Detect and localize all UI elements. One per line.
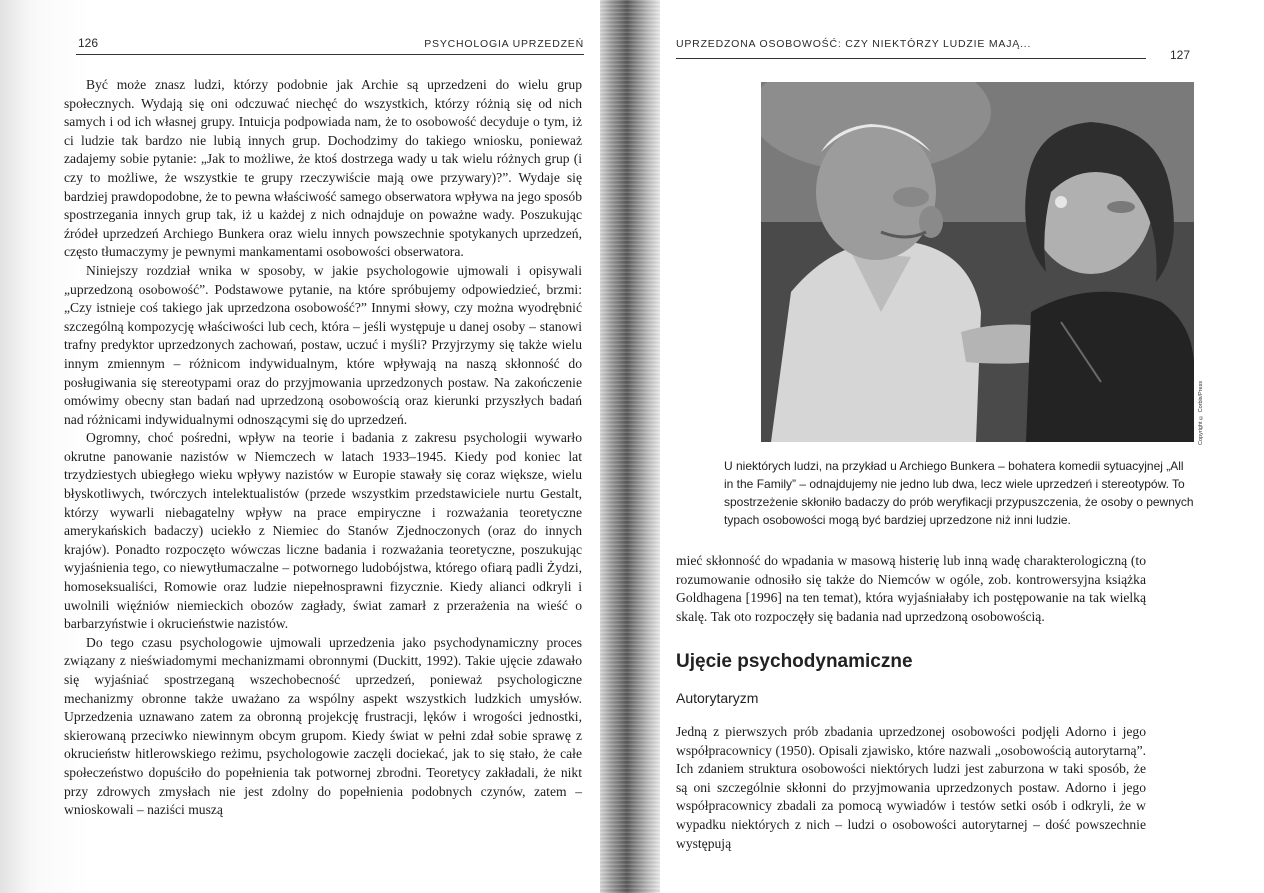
paragraph: Być może znasz ludzi, którzy podobnie jak Archie są uprzedzeni do wielu grup społecznych. Wydają się oni odczuwać niechęć do wszystkich, którzy różnią się od nich samych i od ich własnej grupy. Intuicja podpowiada nam, że to osobowość decyduje o tym, iż ci ludzie tak bardzo nie lubią innych grup. Dochodzimy do takiego wniosku, ponieważ zadajemy sobie pytanie: „Jak to możliwe, że ktoś dostrzega wady u tak wielu różnych grup (i czy to możliwe, że wszystkie te grupy rzeczywiście mają owe przywary)?”. Wydaje się bardziej prawdopodobne, że to pewna właściwość samego obserwatora wpływa na jego sposób spostrzegania innych grup tak, iż u każdej z nich odnajduje on poważne wady. Poszukując źródeł uprzedzeń Archiego Bunkera oraz wielu innych powszechnie spotykanych uprzedzeń, często tłumaczymy je pewnymi mankamentami osobowości obserwatora. [64, 77, 582, 260]
subsection-heading: Autorytaryzm [676, 690, 759, 706]
archie-bunker-photo [761, 82, 1194, 442]
paragraph: Niniejszy rozdział wnika w sposoby, w jakie psychologowie ujmowali i opisywali „uprzedzoną osobowość”. Podstawowe pytanie, na które spróbujemy odpowiedzieć, brzmi: „Czy istnieje coś takiego jak uprzedzona osobowość?” Innymi słowy, czy można wyodrębnić szczególną kompozycję właściwości lub cech, która – jeśli występuje u danej osoby – stanowi trafny predyktor uprzedzonych zachowań, postaw, uczuć i myśli? Przyjrzymy się także wielu innym zmiennym – różnicom indywidualnym, które wpływają na naszą skłonność do posługiwania się stereotypami oraz do przyjmowania uprzedzonych postaw. Na zakończenie omówimy obecny stan badań nad uprzedzoną osobowością oraz kierunki przyszłych badań nad różnicami indywidualnymi odnoszącymi się do uprzedzeń. [64, 262, 582, 427]
header-rule-right [676, 58, 1146, 59]
paragraph: Ogromny, choć pośredni, wpływ na teorie i badania z zakresu psychologii wywarło okrutne panowanie nazistów w Niemczech w latach 1933–1945. Kiedy pod koniec lat trzydziestych ubiegłego wieku wpływy nazistów w Europie stawały się coraz większe, wielu błyskotliwych, twórczych intelektualistów (przede wszystkim przedstawiciele nurtu Gestalt, którzy wywarli niebagatelny wpływ na prace empiryczne i rozważania teoretyczne amerykańskich badaczy) uciekło z Niemiec do Stanów Zjednoczonych (oraz do innych krajów). Ponadto rozpoczęto wówczas liczne badania i rozważania teoretyczne, poszukując wyjaśnienia tego, co niewytłumaczalne – potwornego ludobójstwa, którego ofiarą padli Żydzi, homoseksualiści, Romowie oraz ludzie niepełnosprawni fizycznie. Kiedy alianci odkryli i uwolnili więźniów niemieckich obozów zagłady, świat zamarł z przerażenia na wieść o barbarzyństwie i okrucieństwie nazistów. [64, 430, 582, 632]
photo-caption: U niektórych ludzi, na przykład u Archiego Bunkera – bohatera komedii sytuacyjnej „All in the Family” – odnajdujemy nie jedno lub dwa, lecz wiele uprzedzeń i stereotypów. To spostrzeżenie skłoniło badaczy do prób weryfikacji przypuszczenia, że osoby o pewnych typach osobowości mogą być bardziej uprzedzone niż inni ludzie. [724, 459, 1194, 527]
subsection-body [676, 723, 1146, 853]
left-page-body [64, 76, 582, 820]
continuation-text [676, 552, 1146, 626]
paragraph: Do tego czasu psychologowie ujmowali uprzedzenia jako psychodynamiczny proces związany z nieświadomymi mechanizmami obronnymi (Duckitt, 1992). Takie ujęcie zdawało się wyjaśniać spostrzeganą wszechobecność uprzedzeń, ponieważ psychologiczne mechanizmy obronne także uważano za wspólny aspekt wszystkich ludzkich umysłów. Uprzedzenia uznawano zatem za obronną projekcję frustracji, lęków i wrogości jednostki, skierowaną przeciwko niewinnym obcym grupom. Kiedy świat w pełni zdał sobie sprawę z okrucieństw hitlerowskiego reżimu, psychologowie zaczęli dociekać, jak to się stało, że całe społeczeństwo dopuściło do popełnienia tak potwornej zbrodni. Teoretycy zakładali, że nikt przy zdrowych zmysłach nie jest zdolny do popełnienia podobnych czynów, zatem – wnioskowali – naziści muszą [64, 634, 582, 818]
page-number-right: 127 [1170, 48, 1191, 62]
left-page [0, 0, 600, 893]
scan-shadow [0, 0, 30, 893]
section-heading: Ujęcie psychodynamiczne [676, 651, 913, 672]
running-head-right: UPRZEDZONA OSOBOWOŚĆ: CZY NIEKTÓRZY LUDZIE MAJĄ... [676, 38, 1032, 50]
header-rule-left [76, 54, 584, 55]
right-page [660, 0, 1264, 893]
photo-copyright: Copyright © Corbis/Press [1198, 380, 1204, 445]
paragraph: mieć skłonność do wpadania w masową histerię lub inną wadę charakterologiczną (to rozumowanie odnosiło się także do Niemców w ogóle, zob. kontrowersyjna książka Goldhagena [1996] na ten temat), która wyjaśniałaby ich postępowanie na tak wielką skalę. Tak oto rozpoczęły się badania nad uprzedzoną osobowością. [676, 553, 1146, 624]
photo-illustration [761, 82, 1194, 442]
paragraph: Jedną z pierwszych prób zbadania uprzedzonej osobowości podjęli Adorno i jego współpracownicy (1950). Opisali zjawisko, które nazwali „osobowością autorytarną”. Ich zdaniem struktura osobowości niektórych ludzi jest zaburzona w taki sposób, że są oni szczególnie skłonni do przyjmowania uprzedzonych postaw. Adorno i jego współpracownicy zbadali za pomocą wywiadów i testów setki osób i odkryli, że w wypadku niektórych z nich – ludzi o osobowości autorytarnej – dość powszechnie występują [676, 724, 1146, 851]
page-number-left: 126 [78, 36, 99, 50]
running-head-left: PSYCHOLOGIA UPRZEDZEŃ [424, 38, 584, 50]
book-gutter [600, 0, 660, 893]
